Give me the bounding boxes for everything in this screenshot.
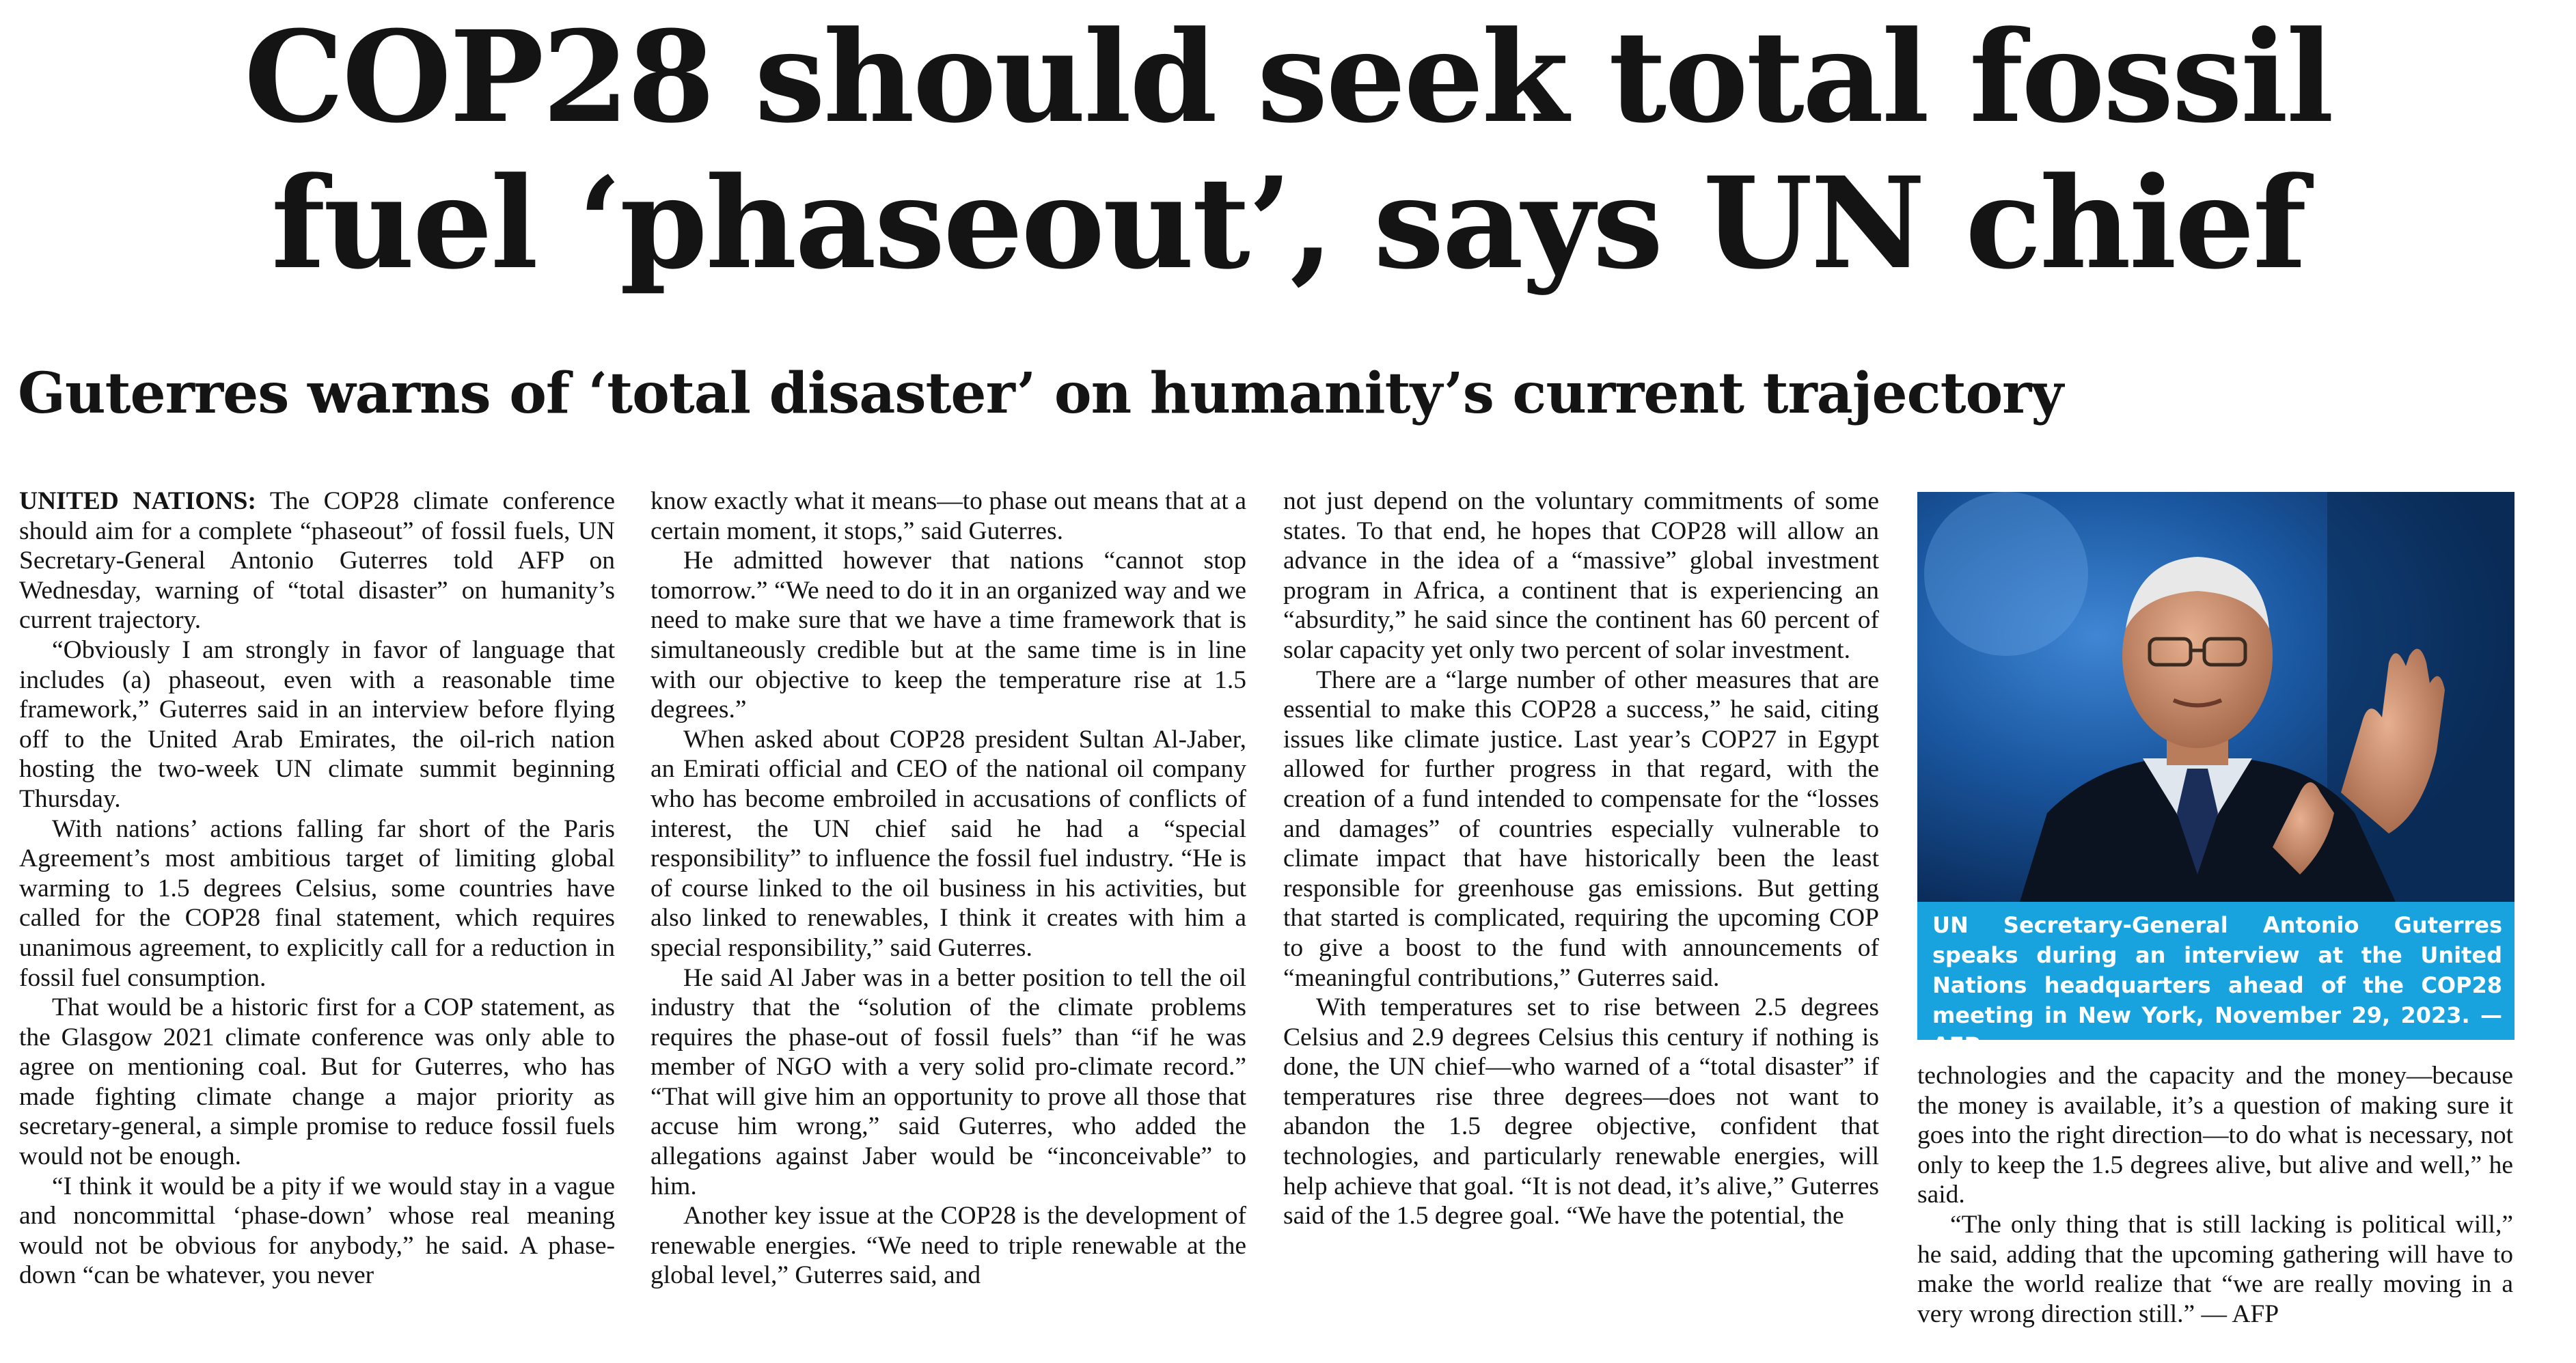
article-column-2 — [650, 486, 1246, 1291]
headline-line-2: fuel ‘phaseout’, says UN chief — [271, 150, 2305, 297]
article-paragraph: “Obviously I am strongly in favor of language that includes (a) phaseout, even with a reasonable time framework,” Guterres said in an interview before flying off to the United Arab Emirates, the oil-rich nation hosting the two-week UN climate summit beginning Thursday. — [19, 635, 615, 813]
article-paragraph: That would be a historic first for a COP statement, as the Glasgow 2021 climate conference was only able to agree on mentioning coal. But for Guterres, who has made fighting climate change a major priority as secretary-general, a simple promise to reduce fossil fuels would not be enough. — [19, 993, 615, 1171]
article-paragraph: He said Al Jaber was in a better position to tell the oil industry that the “solution of the climate problems requires the phase-out of fossil fuels” than “if he was member of NGO with a very solid pro-climate record.” “That will give him an opportunity to prove all those that accuse him wrong,” said Guterres, who added the allegations against Jaber would be “inconceivable” to him. — [650, 963, 1246, 1200]
headline-line-1: COP28 should seek total fossil — [244, 3, 2332, 151]
headline — [0, 0, 2576, 297]
photo-caption-box — [1917, 902, 2515, 1058]
paragraph-text: The COP28 climate conference should aim for a complete “phaseout” of fossil fuels, UN Secretary-General Antonio Guterres told AFP on Wednesday, warning of “total disaster” on humanity’s current trajectory. — [19, 487, 615, 635]
photo-illustration — [1917, 492, 2515, 902]
article-paragraph: He admitted however that nations “cannot stop tomorrow.” “We need to do it in an organized way and we need to make sure that we have a time framework that is simultaneously credible but at the same time is in line with our objective to keep the temperature rise at 1.5 degrees.” — [650, 547, 1246, 724]
article-paragraph: With temperatures set to rise between 2.5 degrees Celsius and 2.9 degrees Celsius this century if nothing is done, the UN chief—who warned of a “total disaster” if temperatures rise three degrees—does not want to abandon the 1.5 degree objective, confident that technologies, and particularly renewable energies, will help achieve that goal. “It is not dead, it’s alive,” Guterres said of the 1.5 degree goal. “We have the potential, the — [1283, 993, 1879, 1230]
article-paragraph: There are a “large number of other measures that are essential to make this COP28 a success,” he said, citing issues like climate justice. Last year’s COP27 in Egypt allowed for further progress in that regard, with the creation of a fund intended to compensate for the “losses and damages” of countries especially vulnerable to climate impact that have historically been the least responsible for greenhouse gas emissions. But getting that started is complicated, requiring the upcoming COP to give a boost to the fund with announcements of “meaningful contributions,” Guterres said. — [1283, 665, 1879, 992]
article-paragraph: When asked about COP28 president Sultan Al-Jaber, an Emirati official and CEO of the national oil company who has become embroiled in accusations of conflicts of interest, the UN chief said he had a “special responsibility” to influence the fossil fuel industry. “He is of course linked to the oil business in his activities, but also linked to renewables, I think it creates with him a special responsibility,” said Guterres. — [650, 725, 1246, 962]
article-paragraph: technologies and the capacity and the money—because the money is available, it’s a question of making sure it goes into the right direction—to do what is necessary, not only to keep the 1.5 degrees alive, but alive and well,” he said. — [1917, 1062, 2513, 1209]
subheadline: Guterres warns of ‘total disaster’ on humanity’s current trajectory — [18, 361, 2063, 426]
article-column-1 — [19, 486, 615, 1291]
article-paragraph: know exactly what it means—to phase out means that at a certain moment, it stops,” said Guterres. — [650, 487, 1246, 545]
article-paragraph: not just depend on the voluntary commitments of some states. To that end, he hopes that COP28 will allow an advance in the idea of a “massive” global investment program in Africa, a continent that is experiencing an “absurdity,” he said since the continent has 60 percent of solar capacity yet only two percent of solar investment. — [1283, 487, 1879, 664]
article-paragraph: Another key issue at the COP28 is the development of renewable energies. “We need to triple renewable at the global level,” Guterres said, and — [650, 1202, 1246, 1290]
dateline: UNITED NATIONS: — [19, 487, 256, 515]
article-paragraph: With nations’ actions falling far short of the Paris Agreement’s most ambitious target of limiting global warming to 1.5 degrees Celsius, some countries have called for the COP28 final statement, which requires unanimous agreement, to explicitly call for a reduction in fossil fuel consumption. — [19, 814, 615, 992]
article-paragraph: “I think it would be a pity if we would stay in a vague and noncommittal ‘phase-down’ whose real meaning would not be obvious for anybody,” he said. A phase-down “can be whatever, you never — [19, 1172, 615, 1290]
article-column-4 — [1917, 1061, 2513, 1329]
article-column-3 — [1283, 486, 1879, 1231]
article-paragraph: “The only thing that is still lacking is political will,” he said, adding that the upcoming gathering will have to make the world realize that “we are really moving in a very wrong direction still.” — AFP — [1917, 1210, 2513, 1328]
news-photo — [1917, 492, 2515, 902]
photo-caption: UN Secretary-General Antonio Guterres speaks during an interview at the United Nations headquarters ahead of the COP28 meeting in New York, November 29, 2023. — AFP — [1932, 912, 2502, 1058]
article-paragraph — [19, 486, 615, 635]
